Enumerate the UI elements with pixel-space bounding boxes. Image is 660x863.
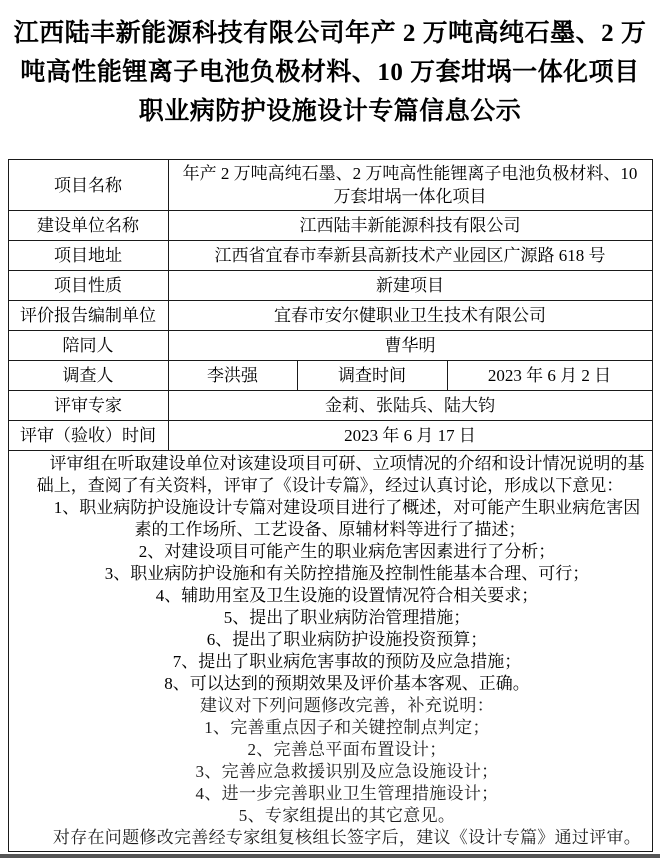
- suggestion-header: 建议对下列问题修改完善，补充说明：: [199, 696, 495, 715]
- page-bottom-divider: [0, 854, 660, 858]
- opinion-intro: 评审组在听取建设单位对该建设项目可研、立项情况的介绍和设计情况说明的基础上，查阅了有关资料，评审了《设计专篇》，经过认真讨论，形成以下意见：: [36, 454, 645, 495]
- opinion-item-7: 7、提出了职业病危害事故的预防及应急措施；: [172, 652, 522, 671]
- table-row-accompanying-person: [8, 331, 652, 361]
- row-value: 江西省宜春市奉新县高新技术产业园区广源路 618 号: [168, 241, 652, 271]
- project-info-table: [8, 159, 653, 852]
- row-label: 评审（验收）时间: [8, 421, 168, 451]
- table-row-report-compiler: [8, 301, 652, 331]
- row-label: 评价报告编制单位: [8, 301, 168, 331]
- row-value: 宜春市安尔健职业卫生技术有限公司: [168, 301, 652, 331]
- row-value: 年产 2 万吨高纯石墨、2 万吨高性能锂离子电池负极材料、10 万套坩埚一体化项目: [168, 160, 652, 211]
- table-row-project-nature: [8, 271, 652, 301]
- suggestion-item-1: 1、完善重点因子和关键控制点判定；: [204, 718, 490, 737]
- row-value: 曹华明: [168, 331, 652, 361]
- table-row-project-address: [8, 241, 652, 271]
- table-row-construction-unit: [8, 211, 652, 241]
- suggestion-item-5: 5、专家组提出的其它意见。: [238, 806, 456, 825]
- opinion-closing: 对存在问题修改完善经专家组复核组长签字后，建议《设计专篇》通过评审。: [52, 828, 642, 847]
- opinion-item-3: 3、职业病防护设施和有关防控措施及控制性能基本合理、可行；: [104, 564, 590, 583]
- page-title-line-2: 吨高性能锂离子电池负极材料、10 万套坩埚一体化项目: [20, 59, 640, 86]
- opinion-item-4: 4、辅助用室及卫生设施的设置情况符合相关要求；: [155, 586, 539, 605]
- page-title-line-1: 江西陆丰新能源科技有限公司年产 2 万吨高纯石墨、2 万: [13, 20, 647, 47]
- page-title: [0, 14, 660, 131]
- row-label: 陪同人: [8, 331, 168, 361]
- row-label-secondary: 调查时间: [297, 361, 447, 391]
- row-value-secondary: 2023 年 6 月 2 日: [447, 361, 652, 391]
- table-row-project-name: [8, 160, 652, 211]
- row-value: 2023 年 6 月 17 日: [168, 421, 652, 451]
- row-label: 项目性质: [8, 271, 168, 301]
- suggestion-item-2: 2、完善总平面布置设计；: [247, 740, 447, 759]
- row-value: 江西陆丰新能源科技有限公司: [168, 211, 652, 241]
- row-label: 项目地址: [8, 241, 168, 271]
- opinion-item-1: 1、职业病防护设施设计专篇对建设项目进行了概述，对可能产生职业病危害因素的工作场所、工艺设备、原辅材料等进行了描述；: [53, 498, 641, 539]
- table-row-investigator: [8, 361, 652, 391]
- opinion-item-2: 2、对建设项目可能产生的职业病危害因素进行了分析；: [138, 542, 556, 561]
- row-value: 金莉、张陆兵、陆大钧: [168, 391, 652, 421]
- table-row-review-experts: [8, 391, 652, 421]
- row-value: 新建项目: [168, 271, 652, 301]
- row-label: 评审专家: [8, 391, 168, 421]
- opinion-item-8: 8、可以达到的预期效果及评价基本客观、正确。: [164, 674, 530, 693]
- row-label: 调查人: [8, 361, 168, 391]
- opinion-item-6: 6、提出了职业病防护设施投资预算；: [206, 630, 488, 649]
- row-label: 项目名称: [8, 160, 168, 211]
- row-value: 李洪强: [168, 361, 297, 391]
- page-title-line-3: 职业病防护设施设计专篇信息公示: [138, 98, 522, 125]
- suggestion-item-4: 4、进一步完善职业卫生管理措施设计；: [195, 784, 499, 803]
- opinion-item-5: 5、提出了职业病防治管理措施；: [223, 608, 471, 627]
- suggestion-item-3: 3、完善应急救援识别及应急设施设计；: [195, 762, 499, 781]
- table-row-review-time: [8, 421, 652, 451]
- table-row-review-opinion: [8, 451, 652, 852]
- review-opinion-cell: [8, 451, 652, 852]
- row-label: 建设单位名称: [8, 211, 168, 241]
